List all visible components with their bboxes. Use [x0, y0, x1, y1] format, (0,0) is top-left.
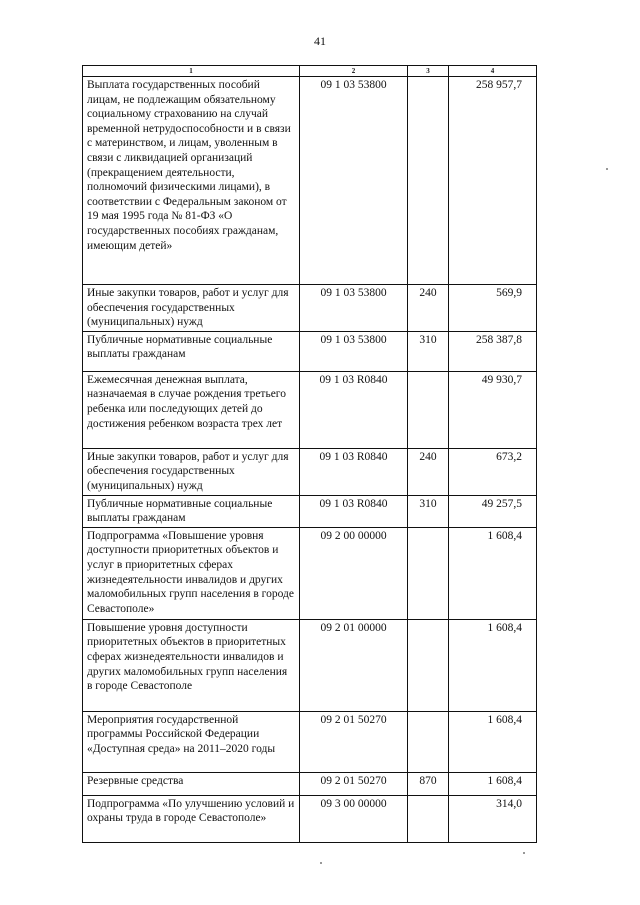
row-amount: 1 608,4 — [449, 711, 537, 772]
row-code: 09 2 00 00000 — [300, 527, 408, 619]
table-row — [83, 495, 537, 527]
row-name: Ежемесячная денежная выплата, назначаемая в случае рождения третьего ребенка или последующих детей до достижения ребенком возраста трех лет — [83, 371, 300, 448]
row-code: 09 3 00 00000 — [300, 795, 408, 842]
header-col-3: 3 — [408, 66, 449, 77]
row-name: Иные закупки товаров, работ и услуг для обеспечения государственных (муниципальных) нужд — [83, 448, 300, 495]
table-row — [83, 795, 537, 842]
row-name: Выплата государственных пособий лицам, не подлежащим обязательному социальному страхованию на случай временной нетрудоспособности и в связи с материнством, и лицам, уволенным в связи с ликвидацией организаций (прекращением деятельности, полномочий физическими лицами), в соответствии с Федеральным законом от 19 мая 1995 года № 81-ФЗ «О государственных пособиях гражданам, имеющим детей» — [83, 77, 300, 285]
row-code: 09 2 01 50270 — [300, 772, 408, 795]
table-row — [83, 619, 537, 711]
row-name: Подпрограмма «Повышение уровня доступности приоритетных объектов и услуг в приоритетных сферах жизнедеятельности инвалидов и других маломобильных групп населения в городе Севастополе» — [83, 527, 300, 619]
row-type: 310 — [408, 495, 449, 527]
budget-table-wrapper — [82, 65, 536, 843]
row-amount: 49 930,7 — [449, 371, 537, 448]
table-row — [83, 711, 537, 772]
table-row — [83, 448, 537, 495]
row-name: Резервные средства — [83, 772, 300, 795]
table-row — [83, 371, 537, 448]
row-type — [408, 77, 449, 285]
row-name: Подпрограмма «По улучшению условий и охраны труда в городе Севастополе» — [83, 795, 300, 842]
row-amount: 258 957,7 — [449, 77, 537, 285]
row-code: 09 1 03 R0840 — [300, 495, 408, 527]
scan-speck — [606, 168, 608, 170]
row-code: 09 1 03 R0840 — [300, 448, 408, 495]
row-type — [408, 795, 449, 842]
row-amount: 1 608,4 — [449, 772, 537, 795]
row-type — [408, 711, 449, 772]
row-name: Иные закупки товаров, работ и услуг для обеспечения государственных (муниципальных) нужд — [83, 285, 300, 332]
row-type — [408, 527, 449, 619]
row-amount: 314,0 — [449, 795, 537, 842]
row-code: 09 2 01 00000 — [300, 619, 408, 711]
page-number: 41 — [314, 34, 326, 48]
row-code: 09 1 03 53800 — [300, 77, 408, 285]
row-name: Мероприятия государственной программы Российской Федерации «Доступная среда» на 2011–2020 годы — [83, 711, 300, 772]
table-row — [83, 772, 537, 795]
row-type: 310 — [408, 331, 449, 371]
row-amount: 569,9 — [449, 285, 537, 332]
row-type: 240 — [408, 285, 449, 332]
row-amount: 673,2 — [449, 448, 537, 495]
scan-speck — [523, 852, 525, 854]
row-amount: 1 608,4 — [449, 619, 537, 711]
row-type — [408, 371, 449, 448]
row-amount: 1 608,4 — [449, 527, 537, 619]
row-code: 09 1 03 53800 — [300, 331, 408, 371]
row-code: 09 1 03 R0840 — [300, 371, 408, 448]
table-row — [83, 527, 537, 619]
table-row — [83, 285, 537, 332]
header-col-4: 4 — [449, 66, 537, 77]
row-name: Публичные нормативные социальные выплаты гражданам — [83, 331, 300, 371]
row-type: 870 — [408, 772, 449, 795]
header-col-1: 1 — [83, 66, 300, 77]
scan-speck — [320, 862, 322, 864]
row-amount: 258 387,8 — [449, 331, 537, 371]
table-row — [83, 331, 537, 371]
budget-table — [82, 65, 537, 843]
row-code: 09 1 03 53800 — [300, 285, 408, 332]
row-code: 09 2 01 50270 — [300, 711, 408, 772]
header-col-2: 2 — [300, 66, 408, 77]
row-type: 240 — [408, 448, 449, 495]
row-amount: 49 257,5 — [449, 495, 537, 527]
row-type — [408, 619, 449, 711]
row-name: Повышение уровня доступности приоритетных объектов в приоритетных сферах жизнедеятельности инвалидов и других маломобильных групп населения в городе Севастополе — [83, 619, 300, 711]
row-name: Публичные нормативные социальные выплаты гражданам — [83, 495, 300, 527]
header-row — [83, 66, 537, 77]
table-row — [83, 77, 537, 285]
